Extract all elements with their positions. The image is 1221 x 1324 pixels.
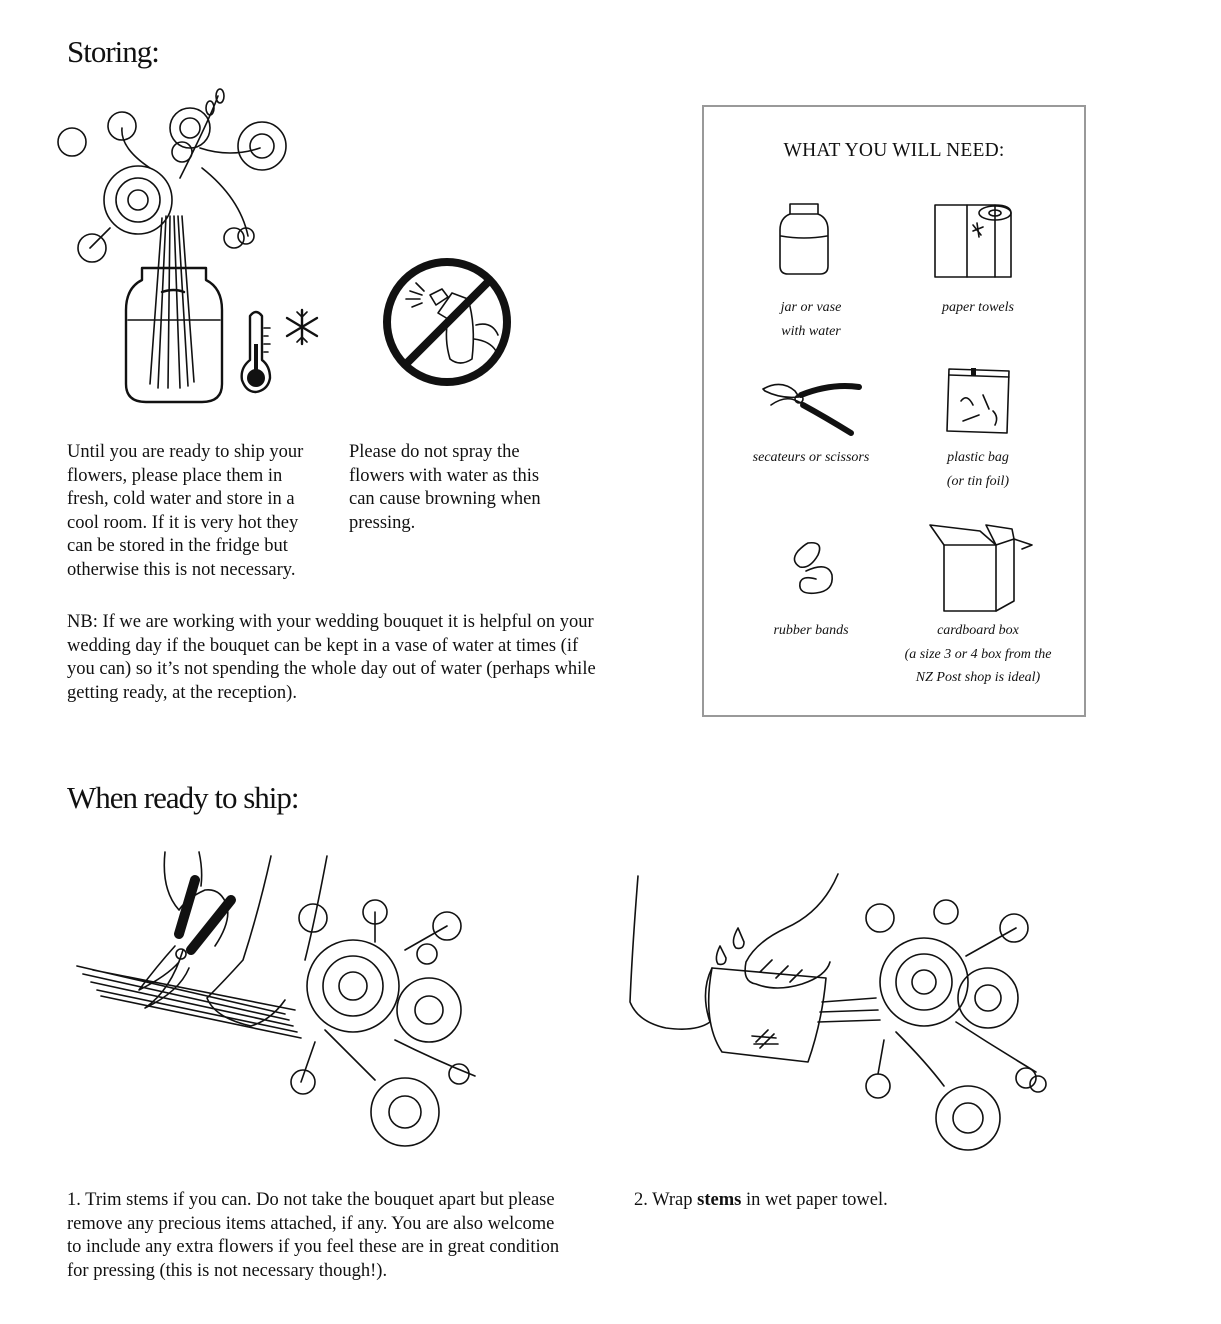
secateurs-icon: [761, 375, 863, 437]
trim-stems-illustration: [75, 850, 495, 1160]
rubber-bands-icon: [788, 539, 836, 597]
no-spray-icon: [380, 255, 514, 389]
no-spray-note: Please do not spray the flowers with water as this can cause browning when pressing.: [349, 442, 541, 533]
plastic-bag-icon: [943, 365, 1013, 437]
need-item-plastic-bag: plastic bag (or tin foil): [946, 450, 1010, 489]
step-2-emphasis: stems: [697, 1190, 742, 1210]
step-1-trim: 1. Trim stems if you can. Do not take the bouquet apart but please remove any precious items attached, if any. You are also welcome to include any extra flowers if you feel these are in great condition for pressing (this is not necessary though!).: [67, 1190, 560, 1281]
paper-towel-icon: [933, 201, 1015, 281]
storing-heading: Storing:: [67, 34, 159, 69]
need-item-secateurs: secateurs or scissors: [752, 450, 870, 465]
shipping-heading: When ready to ship:: [67, 780, 299, 815]
need-item-paper-towels: paper towels: [942, 300, 1014, 315]
jar-icon: [776, 202, 832, 276]
storing-instructions: Until you are ready to ship your flowers, please place them in fresh, cold water and store in a cool room. If it is very hot they can be stored in the fridge but otherwise this is not necessary.: [67, 442, 304, 580]
what-you-will-need-panel: [702, 105, 1086, 717]
step-2-wrap: 2. Wrap stems in wet paper towel.: [634, 1190, 888, 1210]
wrap-stems-illustration: [626, 872, 1058, 1162]
flowers-in-jar-illustration: [50, 88, 350, 408]
needs-title: WHAT YOU WILL NEED:: [783, 140, 1005, 161]
nb-note: NB: If we are working with your wedding bouquet it is helpful on your wedding day if the bouquet can be kept in a vase of water at times (if you can) so it’s not spending the whole day out of water (perhaps while getting ready, at the reception).: [67, 612, 596, 703]
need-item-jar: jar or vase with water: [780, 300, 842, 339]
need-item-cardboard-box: cardboard box (a size 3 or 4 box from the NZ Post shop is ideal): [904, 623, 1052, 685]
need-item-rubber-bands: rubber bands: [773, 623, 849, 638]
cardboard-box-icon: [926, 521, 1036, 615]
